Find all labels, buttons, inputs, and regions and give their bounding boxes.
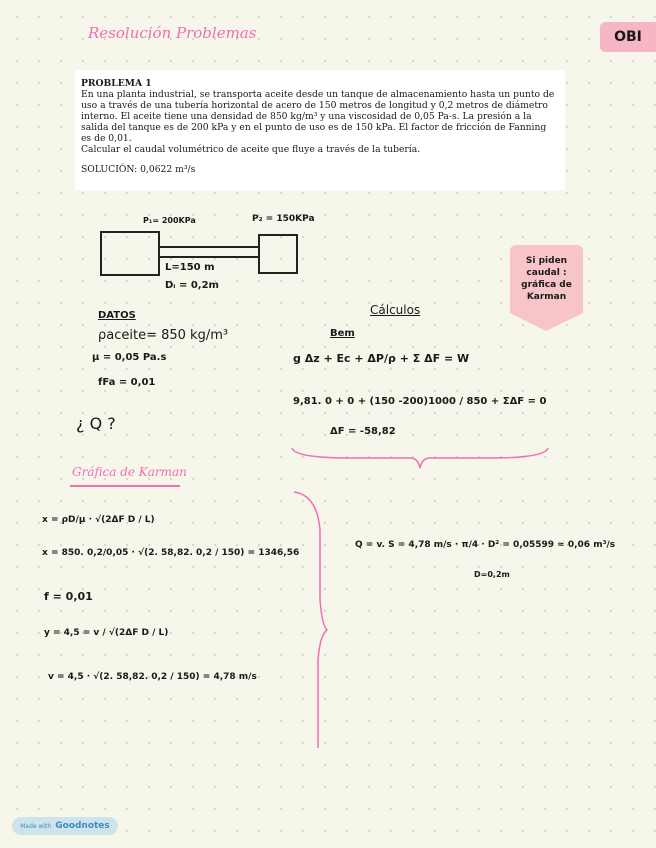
tank-right [258,234,298,274]
brace-vertical [292,490,332,750]
note-line: Karman [526,292,567,302]
karman-underline [70,485,180,487]
brace-horizontal [290,440,550,470]
problem-solution: SOLUCIÓN: 0,0622 m³/s [81,164,196,175]
datos-rho: ρaceite= 850 kg/m³ [98,328,229,343]
p2-label: P₂ = 150KPa [252,214,315,224]
karman-title: Gráfica de Karman [72,465,187,479]
calculos-title: Cálculos [370,303,421,317]
d-annotation: D=0,2m [474,570,510,579]
note-line: Si piden [525,256,568,266]
goodnotes-badge[interactable] [12,817,118,835]
bem-substituted: 9,81. 0 + 0 + (150 -200)1000 / 850 + ΣΔF = 0 [293,396,547,407]
tank-left [100,231,160,276]
bem-title: Bem [330,328,355,339]
pipe-bottom [160,256,258,258]
datos-question: ¿ Q ? [76,414,116,433]
x-definition: x = ρD/μ · √(2ΔF D / L) [42,515,155,525]
delta-f-result: ΔF = -58,82 [330,426,396,437]
goodnotes-logo: Goodnotes [55,821,110,831]
v-calculation: v = 4,5 · √(2. 58,82. 0,2 / 150) = 4,78 m/s [48,672,257,682]
q-equation: Q = v. S = 4,78 m/s · π/4 · D² = 0,05599 ≈ 0,06 m³/s [355,540,616,550]
sticky-note [510,245,583,313]
p1-label: P₁= 200KPa [143,216,196,225]
sticky-note-tip [510,313,583,331]
problem-card [75,70,565,190]
y-definition: y = 4,5 = v / √(2ΔF D / L) [44,628,169,638]
problem-body: En una planta industrial, se transporta aceite desde un tanque de almacenamiento hasta un punto de uso a través de una tubería horizontal de acero de 150 metros de longitud y 0,2 metros de diámetro interno. El aceite tiene una densidad de 850 kg/m³ y una viscosidad de 0,05 Pa-s. La presión a la salida del tanque es de 200 kPa y en el punto de uso es de 150 kPa. El factor de fricción de Fanning es de 0,01. [81,89,555,144]
diameter-label: Dᵢ = 0,2m [165,280,219,291]
pipe-top [160,246,258,248]
x-calculation: x = 850. 0,2/0,05 · √(2. 58,82. 0,2 / 150) = 1346,56 [42,548,300,558]
datos-mu: μ = 0,05 Pa.s [92,352,167,363]
datos-title: DATOS [98,310,136,321]
bem-equation: g Δz + Ec + ΔP/ρ + Σ ΔF = W [293,352,470,365]
note-line: caudal : [526,268,567,278]
datos-f: fFa = 0,01 [98,377,156,388]
made-with-label: Made with [20,822,52,830]
page-title: Resolución Problemas [88,24,257,42]
f-value: f = 0,01 [44,590,93,603]
section-tab[interactable]: OBI [600,22,656,52]
length-label: L=150 m [165,262,215,273]
problem-heading: PROBLEMA 1 [81,78,152,89]
problem-question: Calcular el caudal volumétrico de aceite que fluye a través de la tubería. [81,144,421,155]
note-line: gráfica de [521,280,572,290]
